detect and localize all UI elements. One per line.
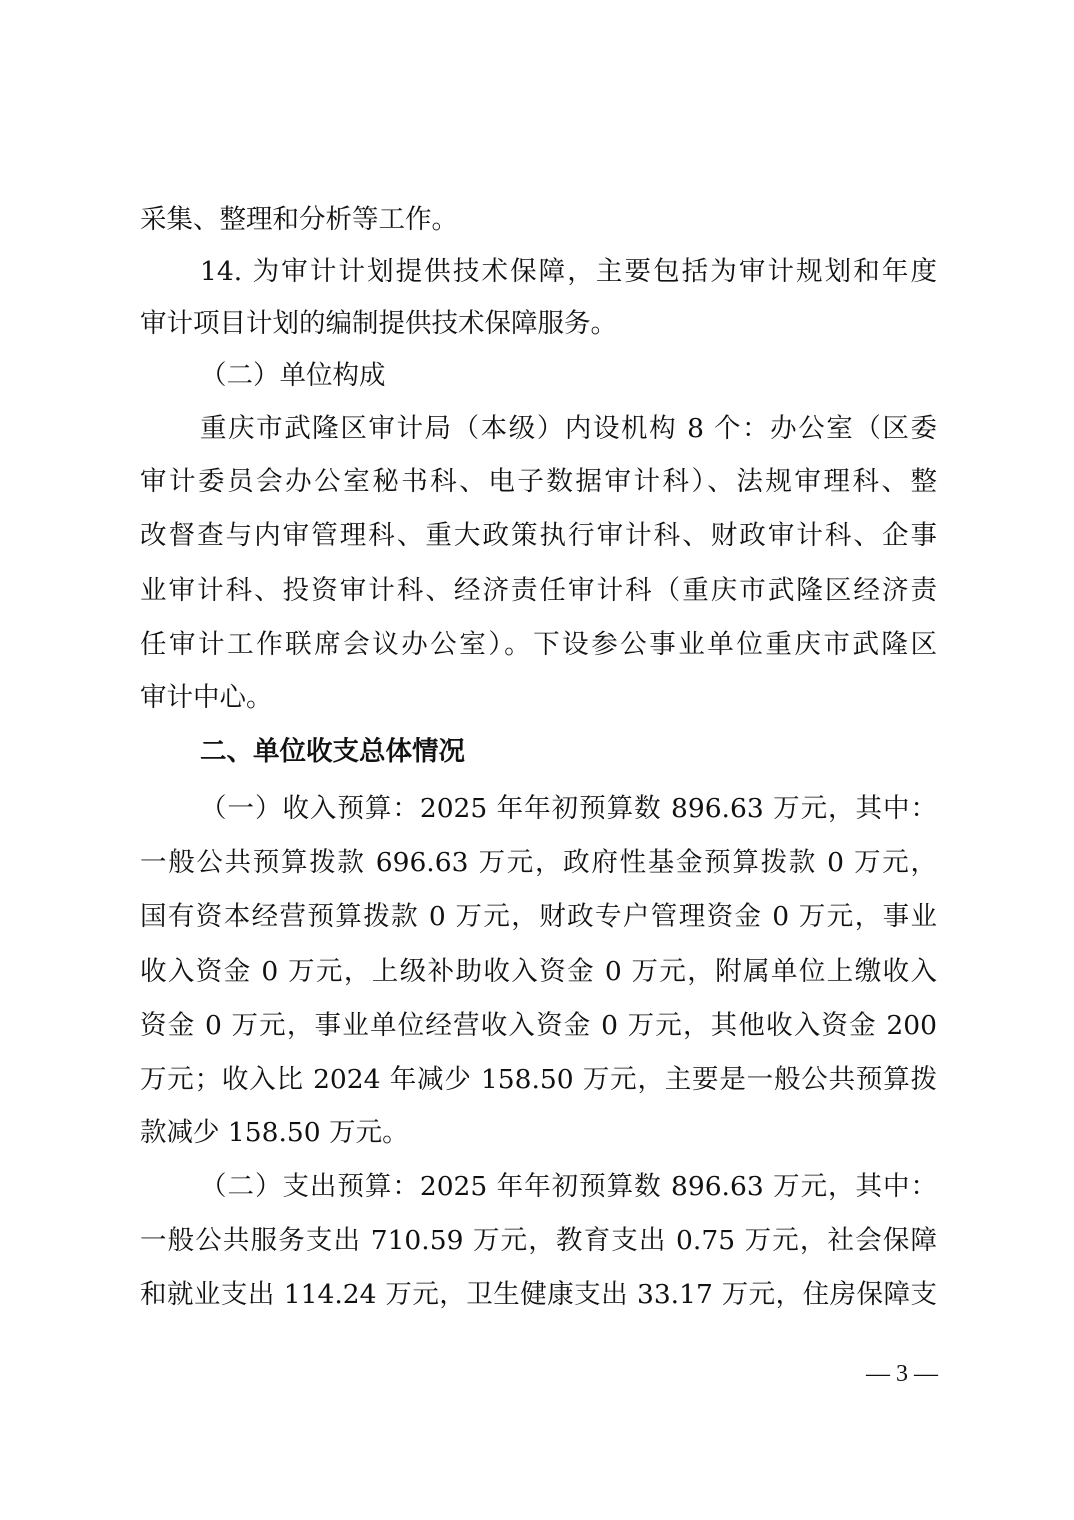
body-line: 重庆市武隆区审计局（本级）内设机构 8 个：办公室（区委	[200, 413, 937, 444]
body-line: （一）收入预算：2025 年年初预算数 896.63 万元，其中：	[200, 793, 937, 824]
body-line: 国有资本经营预算拨款 0 万元，财政专户管理资金 0 万元，事业	[140, 901, 937, 932]
body-line: 审计项目计划的编制提供技术保障服务。	[140, 308, 617, 339]
body-line: 审计委员会办公室秘书科、电子数据审计科）、法规审理科、整	[140, 466, 937, 497]
page-number: — 3 —	[866, 1361, 938, 1387]
body-line: 收入资金 0 万元，上级补助收入资金 0 万元，附属单位上缴收入	[140, 956, 937, 987]
body-line: 一般公共预算拨款 696.63 万元，政府性基金预算拨款 0 万元，	[140, 847, 937, 878]
section-heading: （二）单位构成	[200, 360, 386, 391]
body-line: 改督查与内审管理科、重大政策执行审计科、财政审计科、企事	[140, 520, 937, 551]
body-line: 14. 为审计计划提供技术保障，主要包括为审计规划和年度	[200, 256, 937, 287]
body-line: 采集、整理和分析等工作。	[140, 204, 458, 235]
chapter-heading: 二、单位收支总体情况	[200, 736, 465, 767]
body-line: 任审计工作联席会议办公室）。下设参公事业单位重庆市武隆区	[140, 629, 937, 660]
body-line: 资金 0 万元，事业单位经营收入资金 0 万元，其他收入资金 200	[140, 1010, 937, 1041]
body-line: （二）支出预算：2025 年年初预算数 896.63 万元，其中：	[200, 1171, 937, 1202]
body-line: 一般公共服务支出 710.59 万元，教育支出 0.75 万元，社会保障	[140, 1225, 937, 1256]
body-line: 审计中心。	[140, 682, 273, 713]
body-line: 业审计科、投资审计科、经济责任审计科（重庆市武隆区经济责	[140, 575, 937, 606]
body-line: 款减少 158.50 万元。	[140, 1117, 409, 1148]
body-line: 和就业支出 114.24 万元，卫生健康支出 33.17 万元，住房保障支	[140, 1279, 937, 1310]
body-line: 万元；收入比 2024 年减少 158.50 万元，主要是一般公共预算拨	[140, 1064, 937, 1095]
